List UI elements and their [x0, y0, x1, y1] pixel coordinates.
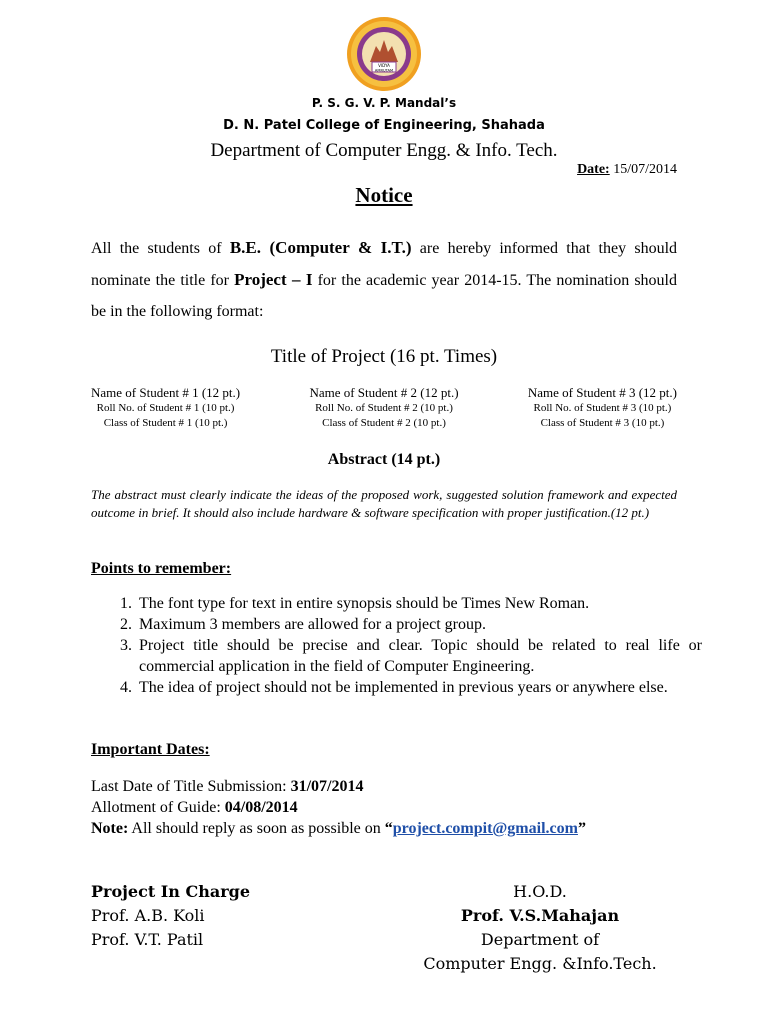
intro-text-2: are hereby informed that they should nominate the title for — [91, 240, 678, 289]
student-2-name: Name of Student # 2 (12 pt.) — [309, 385, 459, 400]
guide-allotment-label: Allotment of Guide: — [91, 799, 225, 816]
guide-allotment-line — [91, 797, 586, 818]
hod-department-2: Computer Engg. &Info.Tech. — [423, 954, 657, 973]
student-1-name: Name of Student # 1 (12 pt.) — [91, 385, 241, 400]
department-name: Department of Computer Engg. & Info. Tech. — [210, 140, 558, 161]
mandal-name: P. S. G. V. P. Mandal’s — [311, 96, 457, 110]
list-item: 4. The idea of project should not be implemented in previous years or anywhere else. — [136, 677, 702, 698]
title-submission-line — [91, 776, 586, 797]
student-2-block — [309, 384, 458, 431]
student-format-row — [91, 384, 677, 431]
project-in-charge-signature — [91, 880, 250, 952]
list-item: 3. Project title should be precise and clear. Topic should be related to real life or commercial application in the field of Computer Engineering. — [136, 635, 702, 677]
project-in-charge-title: Project In Charge — [91, 882, 251, 901]
intro-class-name: B.E. (Computer & I.T.) — [229, 238, 412, 257]
note-line — [91, 818, 586, 839]
points-heading: Points to remember: — [91, 560, 232, 577]
points-list — [111, 593, 702, 698]
important-dates-heading: Important Dates: — [91, 741, 210, 758]
notice-title: Notice — [355, 183, 413, 207]
student-2-roll: Roll No. of Student # 2 (10 pt.) — [315, 402, 453, 414]
logo-text-2: AMRUTAM — [374, 68, 394, 73]
student-3-name: Name of Student # 3 (12 pt.) — [527, 385, 677, 400]
in-charge-name-2: Prof. V.T. Patil — [91, 930, 204, 949]
student-3-block — [528, 384, 677, 431]
format-project-title: Title of Project (16 pt. Times) — [270, 346, 498, 367]
email-link[interactable]: project.compit@gmail.com — [392, 820, 578, 837]
date-value: 15/07/2014 — [613, 162, 677, 177]
student-3-roll: Roll No. of Student # 3 (10 pt.) — [533, 402, 672, 414]
note-text: All should reply as soon as possible on — [128, 820, 385, 837]
student-1-roll: Roll No. of Student # 1 (10 pt.) — [96, 402, 235, 414]
student-2-class: Class of Student # 2 (10 pt.) — [322, 417, 446, 429]
important-dates-block — [91, 776, 586, 839]
title-submission-date: 31/07/2014 — [290, 778, 364, 795]
list-item: 2. Maximum 3 members are allowed for a project group. — [136, 614, 702, 635]
notice-date — [577, 162, 677, 178]
intro-project-name: Project – I — [234, 270, 313, 289]
note-label: Note: — [91, 820, 129, 837]
date-label: Date: — [577, 162, 610, 177]
hod-department-1: Department of — [480, 930, 600, 949]
logo-text-1: VIDYA — [378, 63, 390, 68]
intro-paragraph — [91, 232, 677, 327]
hod-title: H.O.D. — [513, 882, 567, 901]
college-name: D. N. Patel College of Engineering, Shahada — [223, 118, 545, 133]
student-3-class: Class of Student # 3 (10 pt.) — [540, 417, 665, 429]
abstract-heading: Abstract (14 pt.) — [327, 451, 441, 468]
student-1-block — [91, 384, 240, 431]
hod-signature — [405, 880, 675, 976]
intro-text-3: for the academic year 2014-15. The nomination should be in the following format: — [91, 272, 678, 320]
student-1-class: Class of Student # 1 (10 pt.) — [103, 417, 228, 429]
college-logo — [346, 16, 422, 92]
quote-close: ” — [577, 820, 586, 837]
list-item: 1. The font type for text in entire synopsis should be Times New Roman. — [136, 593, 702, 614]
quote-open: “ — [384, 820, 393, 837]
title-submission-label: Last Date of Title Submission: — [91, 778, 291, 795]
hod-name: Prof. V.S.Mahajan — [460, 906, 620, 925]
abstract-text: The abstract must clearly indicate the ideas of the proposed work, suggested solution framework and expected outcome in brief. It should also include hardware & software specification with proper justification.(12 pt.) — [91, 487, 677, 520]
guide-allotment-date: 04/08/2014 — [224, 799, 298, 816]
in-charge-name-1: Prof. A.B. Koli — [91, 906, 205, 925]
intro-text-1: All the students of — [91, 240, 230, 257]
